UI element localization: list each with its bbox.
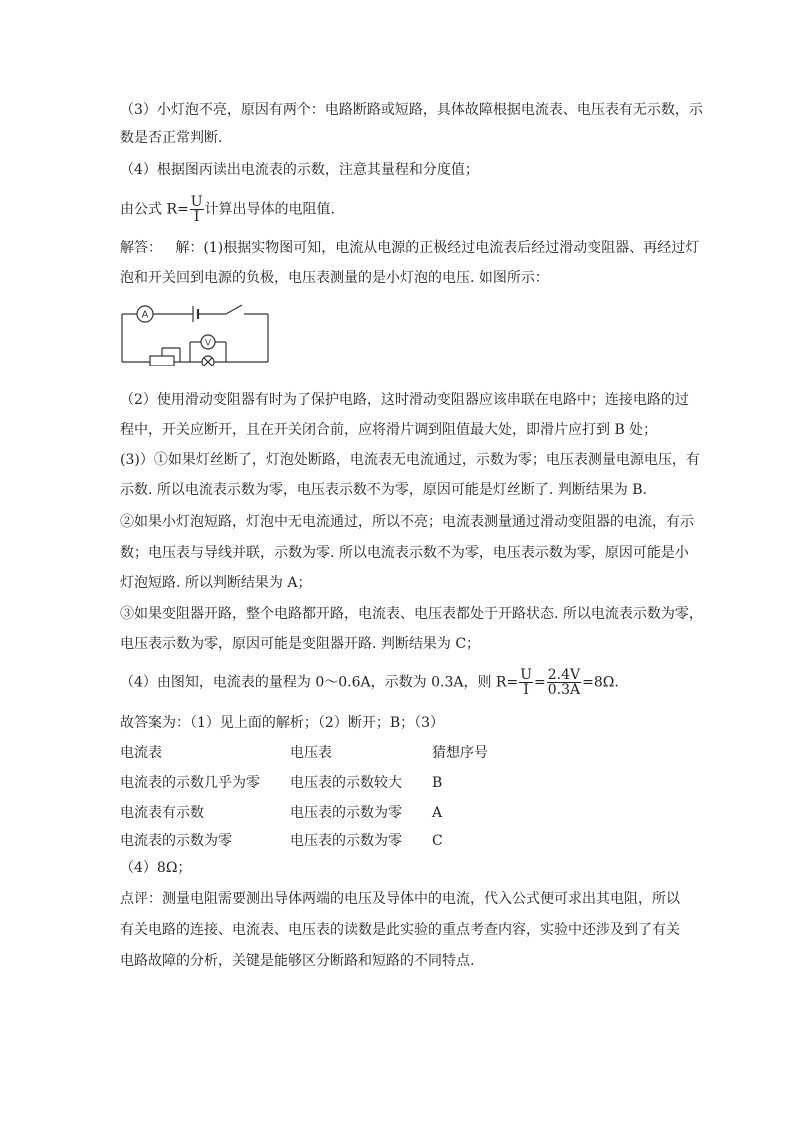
answer-p1-text: 解：(1)根据实物图可知，电流从电源的正极经过电流表后经过滑动变阻器、再经过灯	[175, 240, 700, 256]
table-cell: A	[432, 805, 443, 821]
answer-p1-line1	[120, 238, 699, 258]
circuit-diagram	[118, 296, 273, 366]
table-cell: B	[432, 775, 443, 791]
table-cell: 电压表的示数较大	[290, 775, 402, 791]
formula-prefix: 由公式 R=	[120, 201, 189, 218]
final-answer-label: 故答案为：（1）见上面的解析；（2）断开；B；（3）	[120, 715, 445, 731]
answer-p3-line5: 灯泡短路. 所以判断结果为 A；	[120, 575, 312, 591]
answer-p4-suffix: =8Ω.	[582, 674, 619, 691]
table-header-ammeter: 电流表	[120, 745, 162, 761]
comment-line2: 有关电路的连接、电流表、电压表的读数是此实验的重点考查内容，实验中还涉及到了有关	[120, 922, 680, 938]
answer-p4-formula	[120, 668, 619, 697]
fraction-u-over-i	[190, 195, 204, 224]
fraction-numerator: 2.4V	[547, 667, 581, 683]
answer-p2-line2: 程中，开关应断开，且在开关闭合前，应将滑片调到阻值最大处，即滑片应打到 B 处；	[120, 422, 658, 438]
answer-p3-line3: ②如果小灯泡短路，灯泡中无电流通过，所以不亮；电流表测量通过滑动变阻器的电流，有示	[120, 514, 694, 530]
answer-p3-line4: 数；电压表与导线并联，示数为零. 所以电流表示数不为零，电压表示数为零，原因可能是小	[120, 545, 689, 561]
fraction-denominator: I	[523, 682, 529, 698]
fraction-numerator: U	[190, 194, 203, 210]
analysis-formula	[120, 195, 335, 224]
comment-line1: 点评：测量电阻需要测出导体两端的电压及导体中的电流，代入公式便可求出其电阻，所以	[120, 891, 680, 907]
answer-p3-line7: 电压表示数为零，原因可能是变阻器开路. 判断结果为 C；	[120, 636, 481, 652]
answer-label: 解答：	[120, 240, 162, 256]
answer-p3-line6: ③如果变阻器开路，整个电路都开路，电流表、电压表都处于开路状态. 所以电流表示数为零，	[120, 606, 703, 622]
answer-p2-line1: （2）使用滑动变阻器有时为了保护电路，这时滑动变阻器应该串联在电路中；连接电路的过	[120, 392, 689, 408]
table-cell: 电压表的示数为零	[290, 833, 402, 849]
table-cell: C	[432, 833, 443, 849]
table-header-guess: 猜想序号	[432, 745, 488, 761]
voltmeter-label: V	[204, 337, 212, 348]
fraction-u-over-i	[519, 668, 533, 697]
fraction-denominator: I	[193, 209, 200, 225]
formula-suffix: 计算出导体的电阻值.	[204, 201, 335, 218]
answer-p3-line2: 示数. 所以电流表示数为零，电压表示数不为零，原因可能是灯丝断了. 判断结果为 B.	[120, 482, 647, 498]
table-cell: 电流表的示数几乎为零	[120, 775, 260, 791]
ammeter-label: A	[141, 309, 149, 321]
comment-line3: 电路故障的分析，关键是能够区分断路和短路的不同特点.	[120, 953, 475, 969]
final-p4: （4）8Ω；	[120, 860, 192, 876]
equals-sign: =	[534, 674, 546, 691]
analysis-p3-line1: （3）小灯泡不亮，原因有两个：电路断路或短路，具体故障根据电流表、电压表有无示数，示	[120, 102, 703, 118]
table-header-voltmeter: 电压表	[290, 745, 332, 761]
analysis-p3-line2: 数是否正常判断.	[120, 130, 223, 146]
fraction-numerator: U	[520, 667, 532, 683]
table-cell: 电流表有示数	[120, 805, 204, 821]
answer-p3-line1: (3)）①如果灯丝断了，灯泡处断路，电流表无电流通过，示数为零；电压表测量电源电压，有	[120, 452, 700, 468]
answer-p4-prefix: （4）由图知，电流表的量程为 0～0.6A，示数为 0.3A，则 R=	[120, 674, 519, 691]
answer-p1-line2: 泡和开关回到电源的负极，电压表测量的是小灯泡的电压. 如图所示：	[120, 270, 549, 286]
table-cell: 电流表的示数为零	[120, 833, 232, 849]
fraction-values	[547, 668, 581, 697]
fraction-denominator: 0.3A	[547, 682, 581, 698]
table-cell: 电压表的示数为零	[290, 805, 402, 821]
analysis-p4-line1: （4）根据图丙读出电流表的示数，注意其量程和分度值；	[120, 162, 479, 178]
